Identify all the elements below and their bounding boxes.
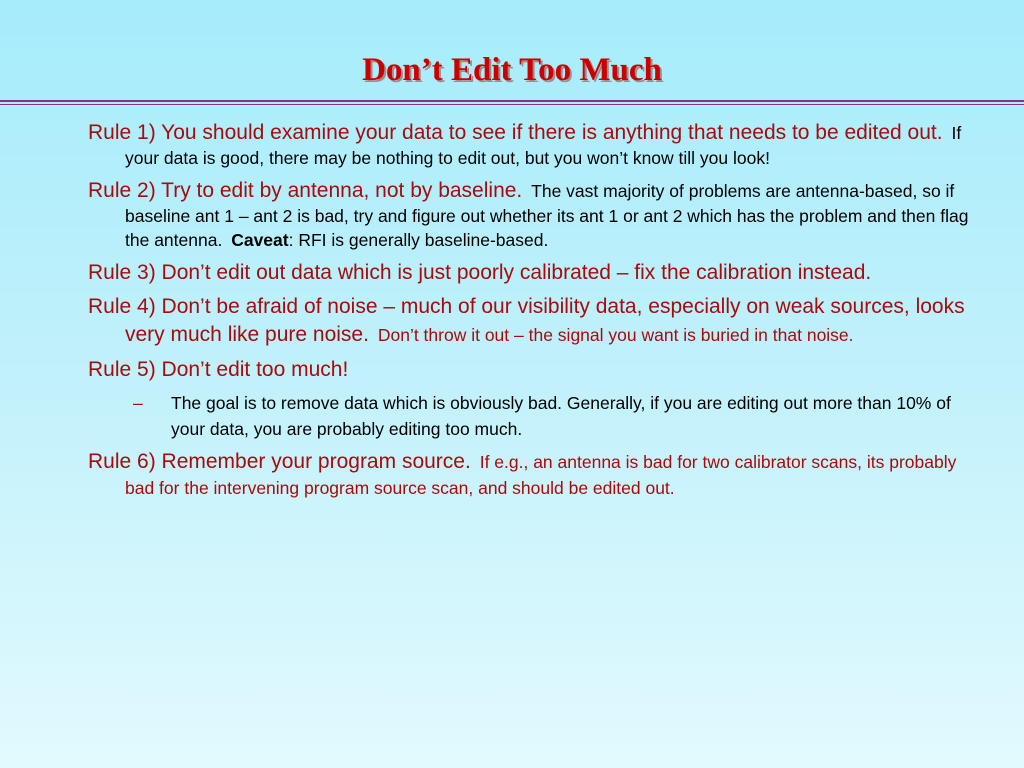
rule-4-lead: Rule 4) Don’t be afraid of noise – much of our visibility data, especially on weak sources, looks very much like pure noise. <box>88 294 965 347</box>
rule-4-detail: Don’t throw it out – the signal you want is buried in that noise. <box>377 325 854 346</box>
rule-1-detail: If your data is good, there may be nothing to edit out, but you won’t know till you look! <box>125 123 962 169</box>
rule-6 <box>88 448 988 500</box>
rule-5 <box>88 356 988 384</box>
rule-2 <box>88 177 988 253</box>
rule-3 <box>88 259 988 287</box>
rule-6-lead: Rule 6) Remember your program source. <box>88 450 471 474</box>
rule-1-lead: Rule 1) You should examine your data to see if there is anything that needs to be edited out. <box>88 121 943 144</box>
title-divider-thin <box>0 104 1024 105</box>
rule-1 <box>88 119 988 171</box>
rule-2-lead: Rule 2) Try to edit by antenna, not by baseline. <box>88 178 523 202</box>
rule-2-caveat-text: : RFI is generally baseline-based. <box>288 229 549 250</box>
dash-bullet: – <box>133 392 143 413</box>
slide-body <box>88 119 988 506</box>
rule-2-caveat-label: Caveat <box>231 229 289 250</box>
rule-5-sub-item <box>133 390 988 443</box>
rule-5-lead: Rule 5) Don’t edit too much! <box>88 357 349 381</box>
title-divider <box>0 100 1024 102</box>
rule-3-lead: Rule 3) Don’t edit out data which is just poorly calibrated – fix the calibration instead. <box>88 260 872 284</box>
rule-6-detail: If e.g., an antenna is bad for two calibrator scans, its probably bad for the intervening program source scan, and should be edited out. <box>125 452 957 498</box>
rule-2-detail: The vast majority of problems are antenna-based, so if baseline ant 1 – ant 2 is bad, try and figure out whether its ant 1 or ant 2 which has the problem and then flag the antenna. <box>125 180 969 250</box>
rule-5-sub-text: The goal is to remove data which is obviously bad. Generally, if you are editing out more than 10% of your data, you are probably editing too much. <box>171 392 951 440</box>
rule-4 <box>88 293 988 350</box>
slide-title: Don’t Edit Too Much <box>362 52 662 88</box>
